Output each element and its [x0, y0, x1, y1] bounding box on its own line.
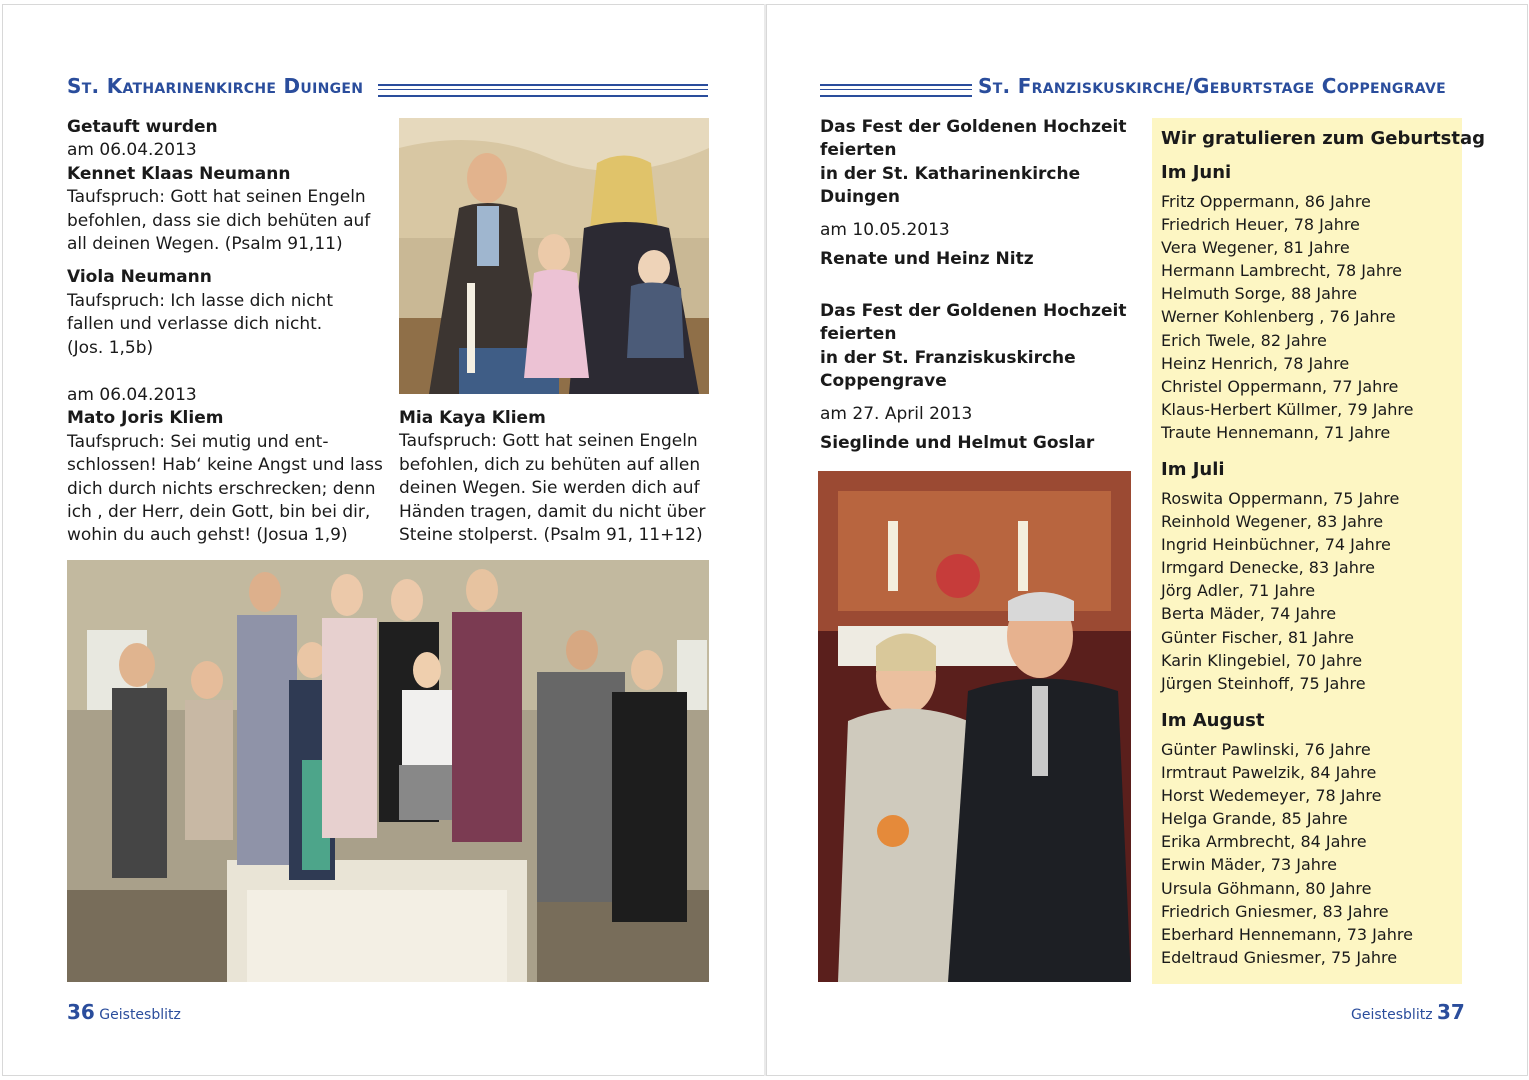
list-item: Irmgard Denecke, 83 Jahre [1161, 558, 1375, 578]
entry4-line: Steine stolperst. (Psalm 91, 11+12) [399, 525, 703, 546]
list-item: Karin Klingebiel, 70 Jahre [1161, 650, 1363, 670]
wedding1-heading-line: Das Fest der Goldenen Hochzeit [820, 117, 1127, 137]
list-item: Ursula Göhmann, 80 Jahre [1161, 878, 1372, 898]
wedding2-heading-line: in der St. Franziskuskirche [820, 347, 1076, 368]
wedding1-heading-line: Duingen [820, 187, 900, 208]
entry4-name: Mia Kaya Kliem [399, 408, 546, 428]
section-title: Getauft wurden [67, 117, 218, 137]
right-footer [1351, 1000, 1465, 1024]
magazine-name-left: Geistesblitz [99, 1007, 181, 1023]
left-page-header: St. Katharinenkirche Duingen [67, 74, 364, 98]
page-number-right: 37 [1437, 1000, 1465, 1024]
wedding2-heading-line: Das Fest der Goldenen Hochzeit [820, 301, 1127, 321]
month-label-august: Im August [1161, 710, 1265, 731]
entry3-line: Taufspruch: Sei mutig und ent- [67, 431, 329, 452]
left-header-rule [378, 84, 708, 97]
entry1-line: befohlen, dass sie dich behüten auf [67, 210, 371, 231]
page-gutter [764, 4, 766, 1076]
family-baptism-photo [399, 118, 709, 394]
entry3-date: am 06.04.2013 [67, 385, 197, 405]
wedding2-heading-line: feierten [820, 324, 897, 345]
list-item: Reinhold Wegener, 83 Jahre [1161, 512, 1384, 532]
list-item: Eberhard Hennemann, 73 Jahre [1161, 924, 1413, 944]
list-item: Vera Wegener, 81 Jahre [1161, 238, 1350, 258]
list-item: Erwin Mäder, 73 Jahre [1161, 855, 1337, 875]
entry3-line: wohin du auch gehst! (Josua 1,9) [67, 525, 348, 546]
list-item: Edeltraud Gniesmer, 75 Jahre [1161, 947, 1398, 967]
list-item: Traute Hennemann, 71 Jahre [1161, 422, 1391, 442]
august-birthday-list [1161, 738, 1413, 969]
right-header-rule [820, 84, 972, 97]
list-item: Irmtraut Pawelzik, 84 Jahre [1161, 763, 1377, 783]
entry2-line: (Jos. 1,5b) [67, 337, 154, 358]
list-item: Ingrid Heinbüchner, 74 Jahre [1161, 535, 1391, 555]
wedding2-heading-line: Coppengrave [820, 371, 947, 392]
list-item: Klaus-Herbert Küllmer, 79 Jahre [1161, 399, 1414, 419]
magazine-name-right: Geistesblitz [1351, 1007, 1433, 1023]
entry2-line: fallen und verlasse dich nicht. [67, 314, 323, 335]
entry1-line: all deinen Wegen. (Psalm 91,11) [67, 234, 343, 255]
list-item: Günter Pawlinski, 76 Jahre [1161, 740, 1371, 759]
wedding2-date: am 27. April 2013 [820, 403, 973, 424]
wedding1-heading-line: in der St. Katharinenkirche [820, 163, 1081, 184]
june-birthday-list [1161, 190, 1413, 444]
golden-wedding-1 [820, 116, 1145, 271]
wedding1-couple: Renate und Heinz Nitz [820, 249, 1034, 270]
left-footer [67, 1000, 181, 1024]
entry4-line: befohlen, dich zu behüten auf allen [399, 454, 701, 475]
entry3-line: schlossen! Hab‘ keine Angst und lass [67, 455, 383, 476]
list-item: Christel Oppermann, 77 Jahre [1161, 376, 1399, 396]
right-page-header: St. Franziskuskirche/Geburtstage Coppengrave [978, 74, 1446, 98]
entry3-line: ich , der Herr, dein Gott, bin bei dir, [67, 502, 371, 523]
entry4-line: Händen tragen, damit du nicht über [399, 501, 706, 522]
entry2-line: Taufspruch: Ich lasse dich nicht [67, 290, 333, 311]
entry4-line: deinen Wegen. Sie werden dich auf [399, 478, 700, 499]
entry1-name: Kennet Klaas Neumann [67, 163, 291, 184]
list-item: Fritz Oppermann, 86 Jahre [1161, 192, 1371, 211]
list-item: Jörg Adler, 71 Jahre [1161, 581, 1316, 601]
baptism-entry-4 [399, 407, 719, 547]
list-item: Berta Mäder, 74 Jahre [1161, 604, 1337, 624]
wedding1-date: am 10.05.2013 [820, 219, 950, 240]
list-item: Friedrich Heuer, 78 Jahre [1161, 215, 1360, 235]
entry1-date: am 06.04.2013 [67, 140, 197, 161]
month-label-june: Im Juni [1161, 162, 1232, 183]
list-item: Heinz Henrich, 78 Jahre [1161, 353, 1350, 373]
golden-wedding-2 [820, 300, 1145, 455]
baptism-entry-3 [67, 384, 387, 548]
group-baptism-photo [67, 560, 709, 982]
entry1-line: Taufspruch: Gott hat seinen Engeln [67, 187, 366, 208]
birthday-title: Wir gratulieren zum Geburtstag [1161, 128, 1486, 149]
july-birthday-list [1161, 487, 1399, 695]
entry3-line: dich durch nichts erschrecken; denn [67, 478, 376, 499]
list-item: Friedrich Gniesmer, 83 Jahre [1161, 901, 1389, 921]
page-number-left: 36 [67, 1000, 95, 1024]
list-item: Erich Twele, 82 Jahre [1161, 330, 1327, 350]
list-item: Werner Kohlenberg , 76 Jahre [1161, 307, 1396, 327]
golden-wedding-photo [818, 471, 1131, 982]
entry4-line: Taufspruch: Gott hat seinen Engeln [399, 431, 698, 452]
list-item: Horst Wedemeyer, 78 Jahre [1161, 786, 1382, 806]
wedding2-couple: Sieglinde und Helmut Goslar [820, 433, 1095, 454]
list-item: Helga Grande, 85 Jahre [1161, 809, 1348, 829]
list-item: Roswita Oppermann, 75 Jahre [1161, 489, 1400, 508]
list-item: Helmuth Sorge, 88 Jahre [1161, 284, 1358, 304]
birthday-box [1152, 118, 1486, 984]
list-item: Jürgen Steinhoff, 75 Jahre [1161, 673, 1366, 693]
entry3-name: Mato Joris Kliem [67, 408, 224, 429]
list-item: Hermann Lambrecht, 78 Jahre [1161, 261, 1403, 281]
month-label-july: Im Juli [1161, 459, 1225, 480]
list-item: Günter Fischer, 81 Jahre [1161, 627, 1354, 647]
wedding1-heading-line: feierten [820, 140, 897, 161]
list-item: Erika Armbrecht, 84 Jahre [1161, 832, 1367, 852]
baptism-column-1 [67, 116, 387, 360]
entry2-name: Viola Neumann [67, 267, 212, 288]
